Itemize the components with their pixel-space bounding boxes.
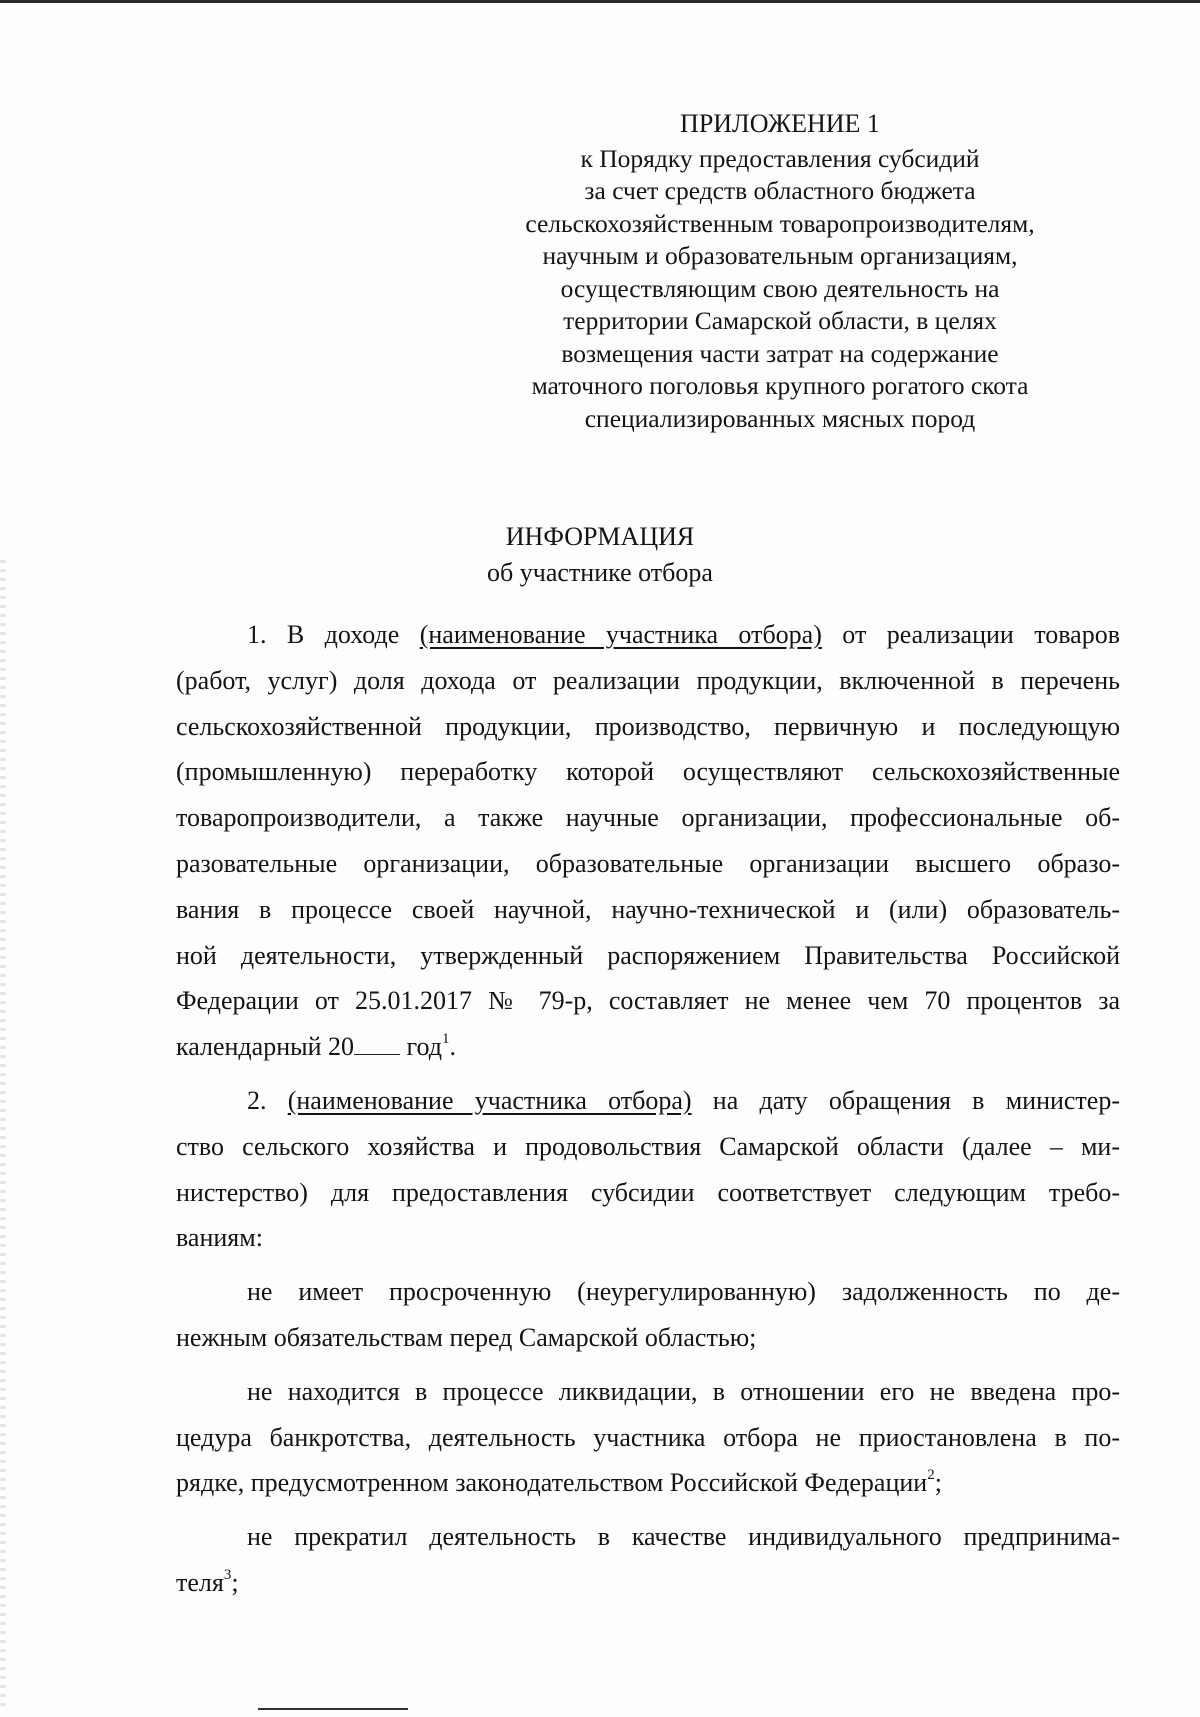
text-fragment: теля [176,1567,224,1597]
text-fragment: 2. [247,1085,288,1115]
text-line: нистерство) для предоставления субсидии соответствует следующим требо- [176,1177,1120,1207]
document-title: ИНФОРМАЦИЯ [505,522,695,551]
document-body [176,612,1120,1606]
text-line [176,1078,1120,1124]
text-line: сельскохозяйственной продукции, производство, первичную и последующую [176,711,1120,741]
scan-edge-noise [0,560,6,1710]
appendix-header [480,108,1080,435]
text-line: не находится в процессе ликвидации, в отношении его не введена про- [247,1376,1120,1406]
text-fragment: рядке, предусмотренном законодательством Российской Федерации [176,1468,928,1498]
text-fragment: календарный 20 [176,1032,355,1062]
text-line: нежным обязательствам перед Самарской областью; [176,1322,757,1352]
appendix-title: ПРИЛОЖЕНИЕ 1 [680,109,880,138]
appendix-line: за счет средств областного бюджета [584,176,976,205]
text-line: ваниям: [176,1223,263,1253]
participant-name-placeholder: (наименование участника отбора) [287,1085,692,1115]
appendix-line: возмещения части затрат на содержание [561,338,999,368]
paragraph-3 [176,1269,1120,1361]
paragraph-5 [176,1514,1120,1606]
text-line: разовательные организации, образовательные организации высшего образо- [176,848,1120,878]
paragraph-1 [176,612,1120,1070]
text-line: товаропроизводители, а также научные организации, профессиональные об- [176,803,1120,833]
appendix-line: сельскохозяйственным товаропроизводителям, [525,208,1035,238]
paragraph-2 [176,1078,1120,1261]
text-fragment: ; [231,1567,239,1597]
text-line: Федерации от 25.01.2017 № 79-р, составляет не менее чем 70 процентов за [176,986,1120,1016]
text-line [176,1460,1120,1506]
appendix-line: маточного поголовья крупного рогатого скота [531,371,1029,400]
year-blank-field [354,1032,400,1055]
appendix-line: осуществляющим свою деятельность на [560,273,1000,303]
text-line [176,612,1120,658]
footnote-ref: 2 [927,1467,935,1484]
paragraph-4 [176,1369,1120,1506]
appendix-line: территории Самарской области, в целях [563,306,997,335]
text-line: (промышленную) переработку которой осуществляют сельскохозяйственные [176,757,1120,787]
text-fragment: на дату обращения в министер- [691,1085,1120,1115]
text-line: цедура банкротства, деятельность участника отбора не приостановлена в по- [176,1422,1120,1452]
appendix-line: к Порядку предоставления субсидий [580,143,980,173]
text-line: ство сельского хозяйства и продовольствия Самарской области (далее – ми- [176,1131,1120,1161]
footnote-ref: 3 [223,1566,232,1583]
footnote-separator [258,1708,408,1710]
text-line [176,1560,1120,1606]
text-line: ной деятельности, утвержденный распоряжением Правительства Российской [176,940,1120,970]
text-fragment: от реализации товаров [821,620,1120,649]
participant-name-placeholder: (наименование участника отбора) [419,620,822,649]
text-fragment: ; [934,1468,942,1498]
text-fragment: 1. В доходе [247,620,420,649]
document-subtitle: об участнике отбора [487,558,713,587]
text-line: не прекратил деятельность в качестве индивидуального предпринима- [247,1522,1120,1552]
text-line [176,1024,1120,1070]
top-border-line [0,0,1200,3]
appendix-line: научным и образовательным организациям, [542,241,1018,270]
text-fragment: . [449,1032,457,1062]
appendix-line: специализированных мясных пород [584,403,976,433]
text-line: не имеет просроченную (неурегулированную) задолженность по де- [247,1277,1120,1307]
text-line: вания в процессе своей научной, научно-технической и (или) образователь- [176,894,1120,924]
footnote-ref: 1 [442,1031,450,1048]
text-line: (работ, услуг) доля дохода от реализации продукции, включенной в перечень [176,665,1120,695]
text-fragment: год [400,1032,443,1062]
